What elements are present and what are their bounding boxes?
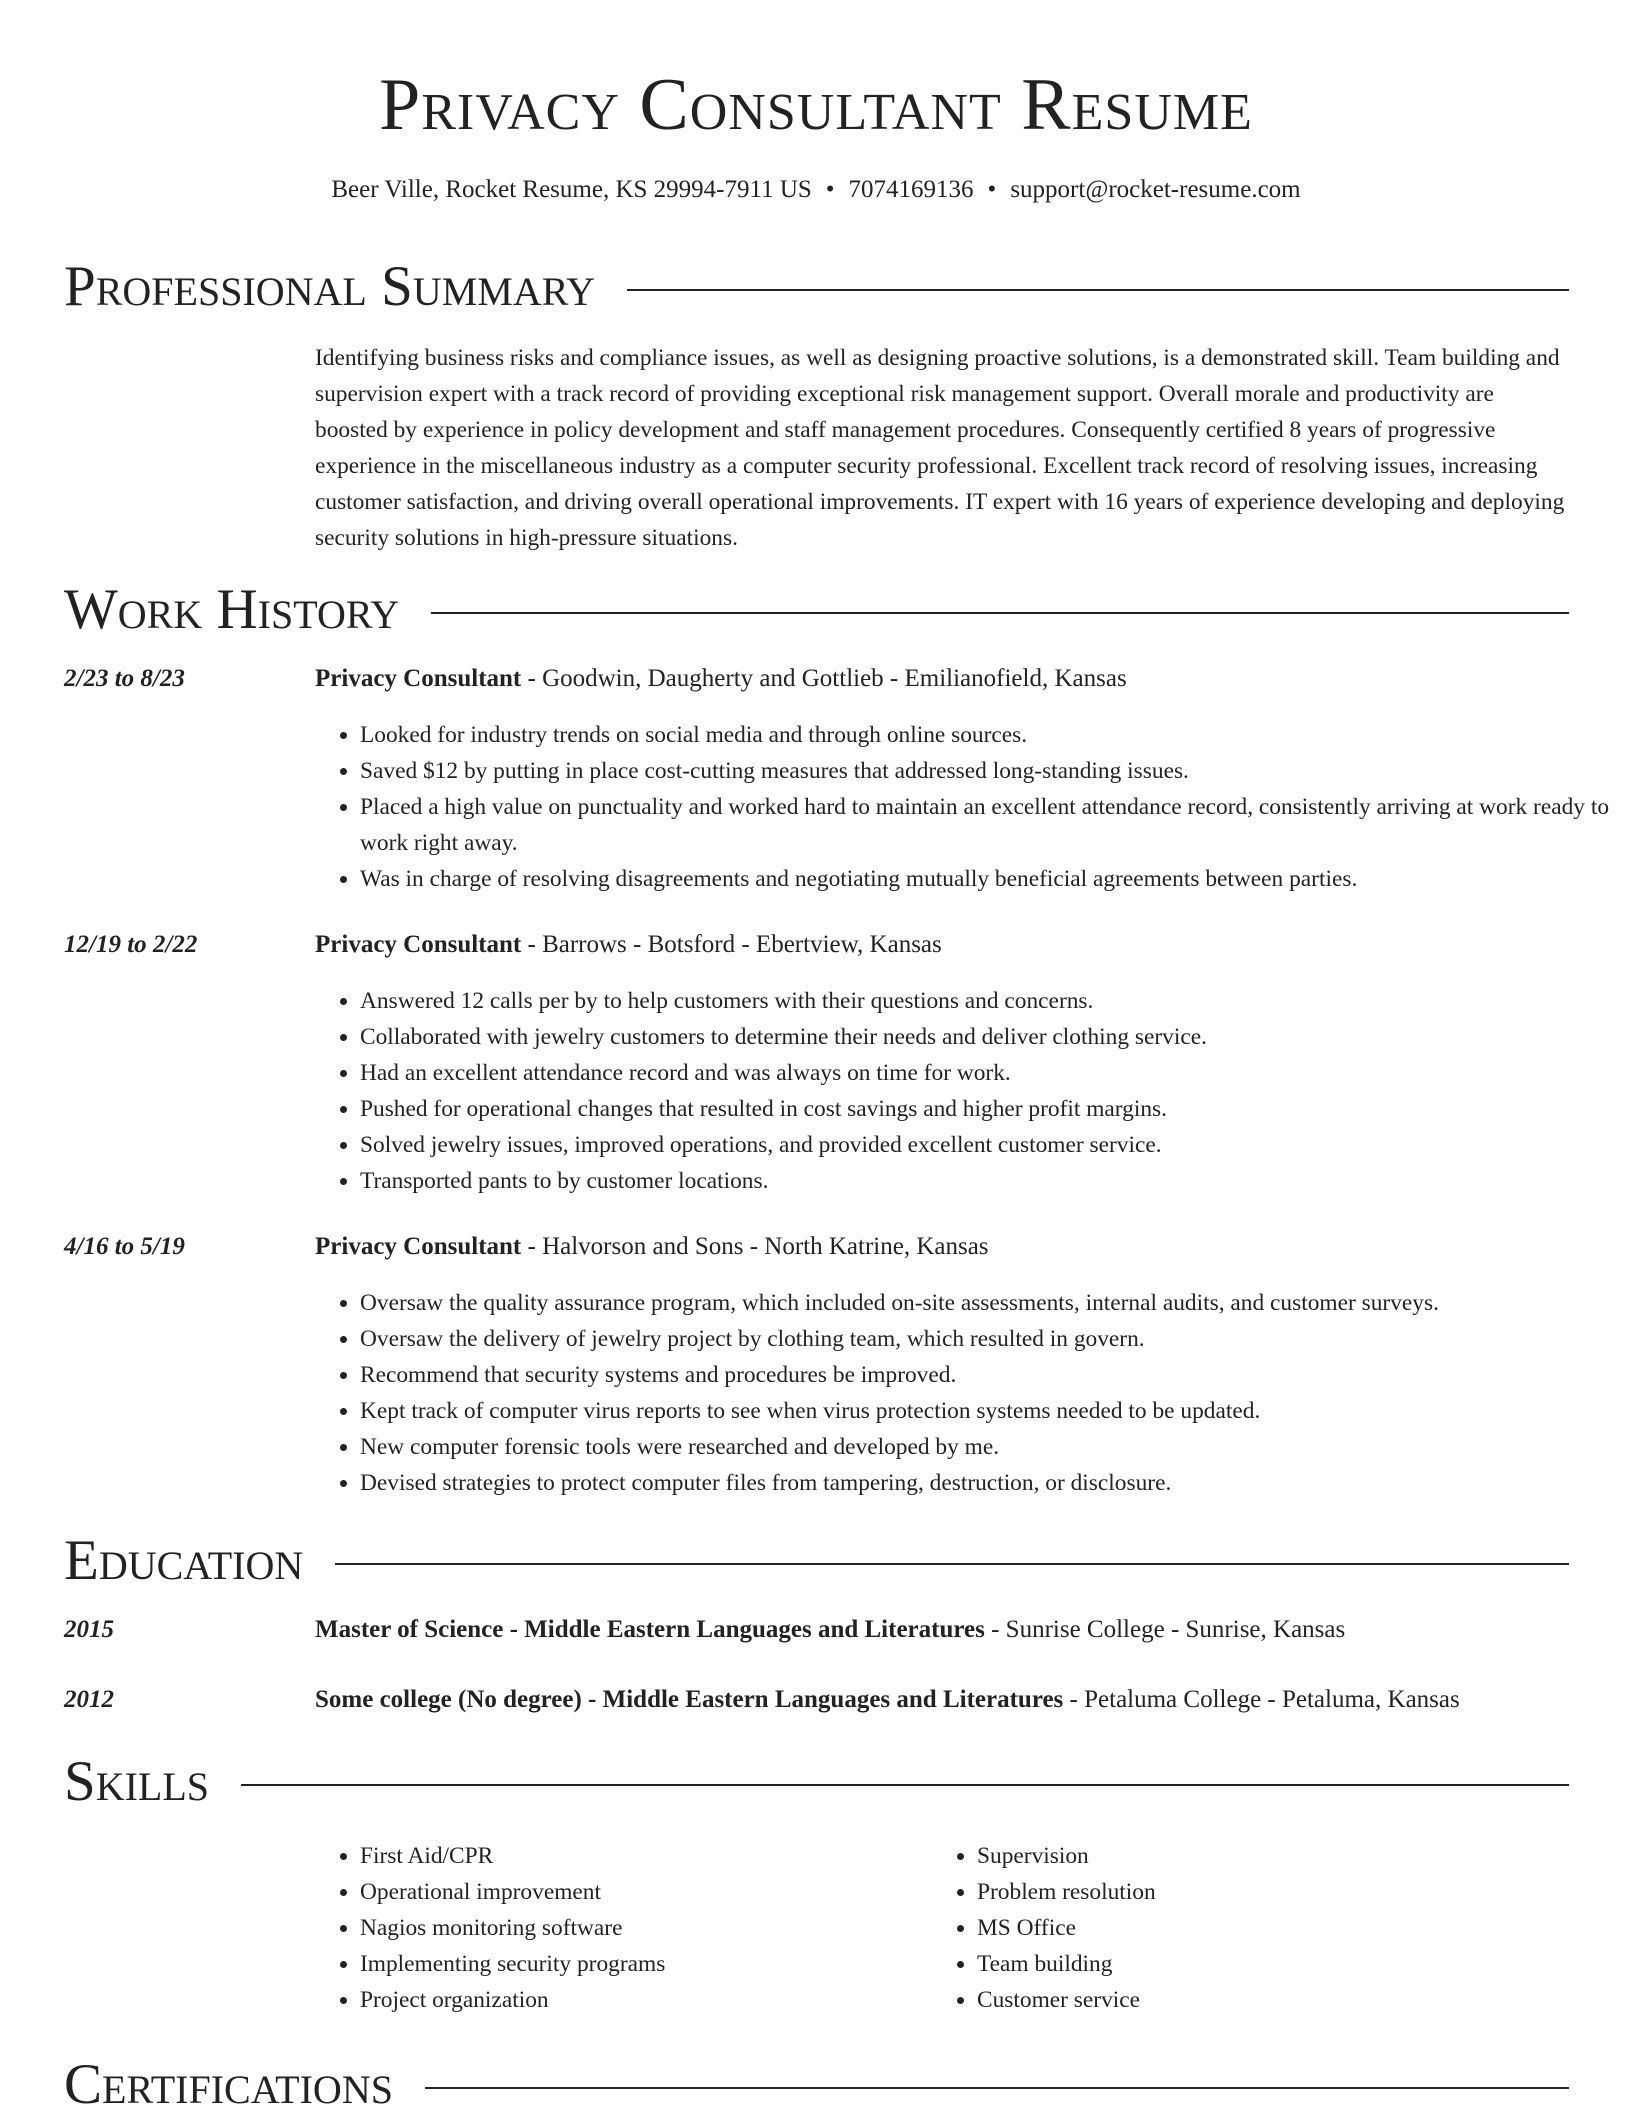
- education-school: - Petaluma College - Petaluma, Kansas: [1063, 1686, 1460, 1713]
- education-section-header: [64, 1528, 1569, 1594]
- skill-item: • Supervision: [977, 1838, 1537, 1874]
- skill-item: • Team building: [977, 1946, 1537, 1982]
- education-degree: Some college (No degree) - Middle Eastern Languages and Literatures: [315, 1686, 1064, 1713]
- skill-item: • Operational improvement: [360, 1874, 920, 1910]
- job-dates: 12/19 to 2/22: [64, 931, 198, 958]
- skills-section-header: [64, 1749, 1569, 1815]
- contact-phone: 7074169136: [848, 176, 974, 203]
- list-item: • New computer forensic tools were researched and developed by me.: [360, 1429, 1614, 1465]
- job-bullets: [315, 1285, 1614, 1501]
- job-details: - Goodwin, Daugherty and Gottlieb - Emilianofield, Kansas: [521, 665, 1127, 692]
- section-rule: [425, 2087, 1569, 2089]
- list-item: • Had an excellent attendance record and was always on time for work.: [360, 1055, 1614, 1091]
- section-title: Education: [64, 1529, 304, 1592]
- skill-item: • Implementing security programs: [360, 1946, 920, 1982]
- section-title: Certifications: [64, 2053, 393, 2112]
- job-title: Privacy Consultant: [315, 1233, 522, 1260]
- list-item: • Kept track of computer virus reports to see when virus protection systems needed to be updated.: [360, 1393, 1614, 1429]
- list-item: • Oversaw the delivery of jewelry project by clothing team, which resulted in govern.: [360, 1321, 1614, 1357]
- education-year: 2015: [64, 1616, 114, 1643]
- section-title: Skills: [64, 1750, 210, 1813]
- skills-list-right: [932, 1838, 1537, 2018]
- list-item: • Was in charge of resolving disagreements and negotiating mutually beneficial agreements between parties.: [360, 861, 1614, 897]
- section-rule: [431, 612, 1569, 614]
- list-item: • Collaborated with jewelry customers to determine their needs and deliver clothing service.: [360, 1019, 1614, 1055]
- work-history-section-header: [64, 577, 1569, 643]
- summary-text: Identifying business risks and compliance issues, as well as designing proactive solutions, is a demonstrated skill. Team building and supervision expert with a track record of providing exceptional risk management support. Overall morale and productivity are boosted by experience in policy development and staff management procedures. Consequently certified 8 years of progressive experience in the miscellaneous industry as a computer security professional. Excellent track record of resolving issues, increasing customer satisfaction, and driving overall operational improvements. IT expert with 16 years of experience developing and deploying security solutions in high-pressure situations.: [315, 345, 1565, 551]
- skill-item: • Project organization: [360, 1982, 920, 2018]
- list-item: • Saved $12 by putting in place cost-cutting measures that addressed long-standing issues.: [360, 753, 1614, 789]
- list-item: • Pushed for operational changes that resulted in cost savings and higher profit margins.: [360, 1091, 1614, 1127]
- list-item: • Placed a high value on punctuality and worked hard to maintain an excellent attendance record, consistently arriving at work ready to work right away.: [360, 789, 1614, 861]
- summary-section-header: [64, 254, 1569, 320]
- education-heading: [315, 1614, 1345, 1646]
- education-school: - Sunrise College - Sunrise, Kansas: [984, 1616, 1346, 1643]
- job-details: - Halvorson and Sons - North Katrine, Kansas: [521, 1233, 989, 1260]
- section-rule: [335, 1563, 1569, 1565]
- skill-item: • First Aid/CPR: [360, 1838, 920, 1874]
- job-bullets: [315, 717, 1614, 897]
- list-item: • Recommend that security systems and procedures be improved.: [360, 1357, 1614, 1393]
- contact-email[interactable]: support@rocket-resume.com: [1010, 176, 1301, 203]
- contact-separator: •: [825, 176, 835, 203]
- job-heading: [315, 1231, 989, 1263]
- skill-item: • Customer service: [977, 1982, 1537, 2018]
- job-heading: [315, 929, 942, 961]
- contact-line: [0, 175, 1632, 205]
- section-title: Work History: [64, 578, 400, 641]
- job-title: Privacy Consultant: [315, 931, 522, 958]
- education-year: 2012: [64, 1686, 114, 1713]
- skill-item: • Problem resolution: [977, 1874, 1537, 1910]
- contact-separator: •: [987, 176, 997, 203]
- section-rule: [627, 289, 1569, 291]
- skill-item: • MS Office: [977, 1910, 1537, 1946]
- skills-list-left: [315, 1838, 920, 2018]
- list-item: • Answered 12 calls per by to help customers with their questions and concerns.: [360, 983, 1614, 1019]
- list-item: • Oversaw the quality assurance program, which included on-site assessments, internal audits, and customer surveys.: [360, 1285, 1614, 1321]
- section-title: Professional Summary: [64, 255, 596, 318]
- contact-address: Beer Ville, Rocket Resume, KS 29994-7911 US: [331, 176, 812, 203]
- skill-item: • Nagios monitoring software: [360, 1910, 920, 1946]
- education-heading: [315, 1684, 1460, 1716]
- list-item: • Devised strategies to protect computer files from tampering, destruction, or disclosure.: [360, 1465, 1614, 1501]
- job-details: - Barrows - Botsford - Ebertview, Kansas: [521, 931, 942, 958]
- resume-title: Privacy Consultant Resume: [379, 64, 1253, 146]
- section-rule: [241, 1784, 1569, 1786]
- list-item: • Transported pants to by customer locations.: [360, 1163, 1614, 1199]
- list-item: • Looked for industry trends on social media and through online sources.: [360, 717, 1614, 753]
- job-dates: 4/16 to 5/19: [64, 1233, 185, 1260]
- education-degree: Master of Science - Middle Eastern Languages and Literatures: [315, 1616, 985, 1643]
- certifications-section-header: [64, 2052, 1569, 2112]
- job-bullets: [315, 983, 1614, 1199]
- job-dates: 2/23 to 8/23: [64, 665, 185, 692]
- job-heading: [315, 663, 1127, 695]
- job-title: Privacy Consultant: [315, 665, 522, 692]
- list-item: • Solved jewelry issues, improved operations, and provided excellent customer service.: [360, 1127, 1614, 1163]
